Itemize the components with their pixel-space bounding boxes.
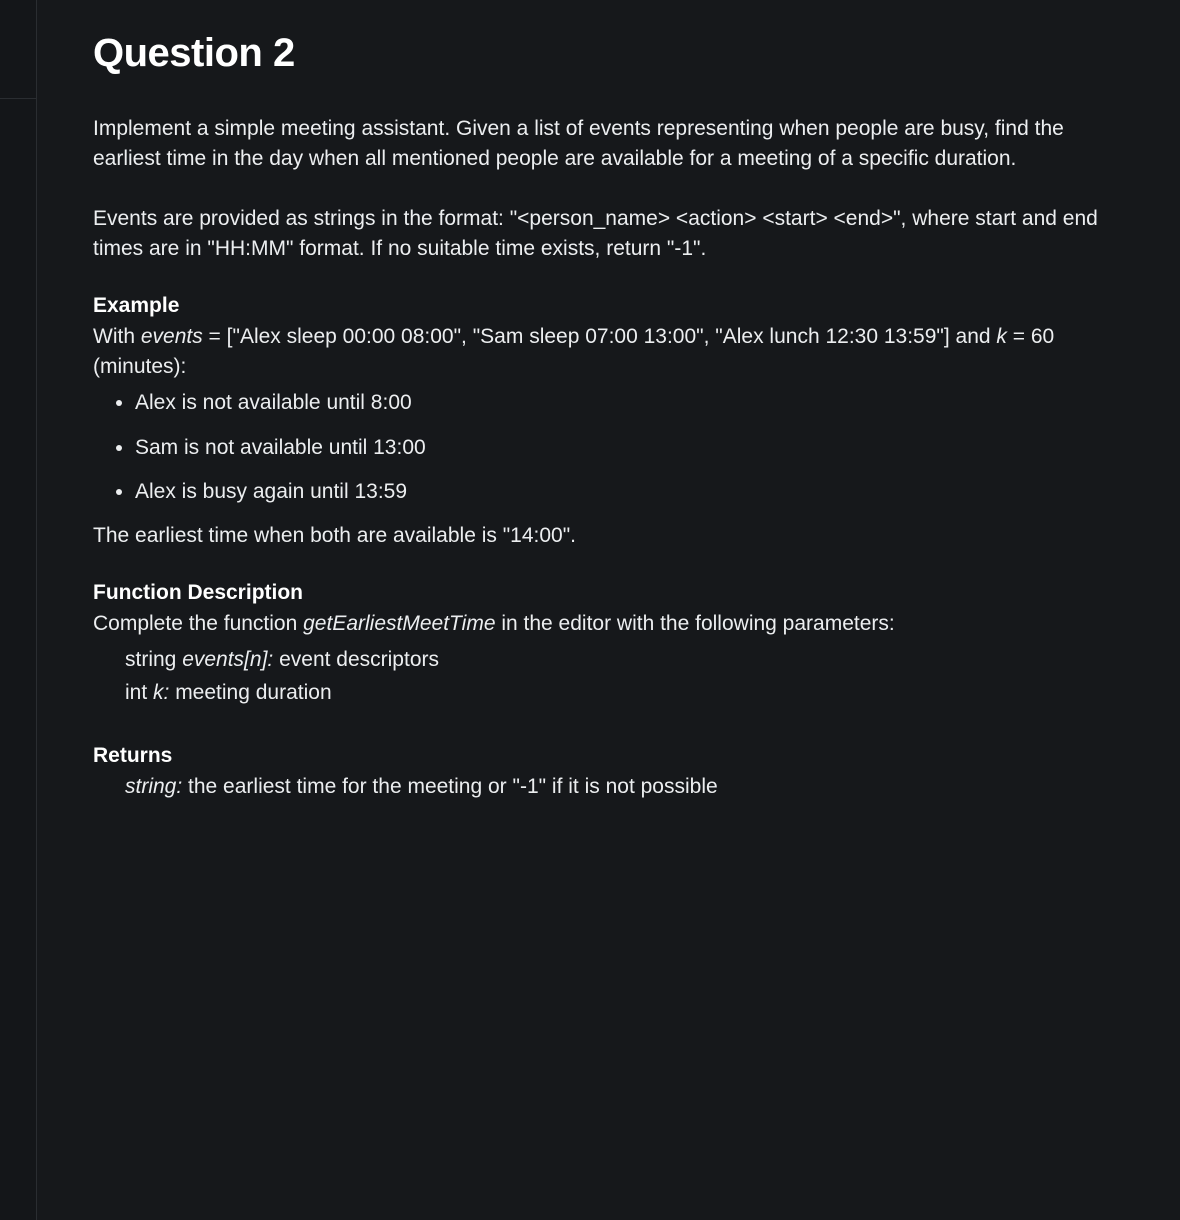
example-conclusion: The earliest time when both are available is "14:00". bbox=[93, 524, 577, 548]
returns-type: string: bbox=[125, 775, 183, 799]
example-line bbox=[93, 322, 1120, 382]
example-heading: Example bbox=[93, 294, 180, 318]
example-line-mid: = ["Alex sleep 00:00 08:00", "Sam sleep 07:00 13:00", "Alex lunch 12:30 13:59"] and bbox=[202, 325, 997, 349]
page-title: Question 2 bbox=[93, 31, 295, 75]
example-line-suffix: = 60 (minutes): bbox=[93, 325, 1055, 379]
intro-paragraph: Implement a simple meeting assistant. Given a list of events representing when people are busy, find the earliest time in the day when all mentioned people are available for a meeting of a specific duration. bbox=[93, 117, 1064, 171]
param-k-name: k: bbox=[153, 680, 170, 704]
format-paragraph: Events are provided as strings in the format: "<person_name> <action> <start> <end>", where start and end times are in "HH:MM" format. If no suitable time exists, return "-1". bbox=[93, 207, 1098, 261]
param-k-type: int bbox=[125, 680, 154, 704]
param-events bbox=[93, 645, 1120, 675]
returns-description: the earliest time for the meeting or "-1" if it is not possible bbox=[182, 775, 718, 799]
left-rail bbox=[0, 0, 37, 1220]
param-k bbox=[93, 678, 1120, 708]
list-item: • Alex is not available until 8:00 bbox=[135, 388, 1120, 418]
function-description-heading: Function Description bbox=[93, 581, 303, 605]
returns-heading: Returns bbox=[93, 744, 173, 768]
param-events-type: string bbox=[125, 648, 183, 672]
example-bullet-list bbox=[93, 388, 1120, 507]
example-line-prefix: With bbox=[93, 325, 141, 349]
example-var-events: events bbox=[140, 325, 203, 349]
param-k-desc: meeting duration bbox=[169, 680, 332, 704]
param-events-name: events[n]: bbox=[182, 648, 274, 672]
function-description-suffix: in the editor with the following parameters: bbox=[495, 612, 895, 636]
function-description-text bbox=[93, 609, 1120, 639]
rail-divider bbox=[0, 98, 36, 99]
function-name: getEarliestMeetTime bbox=[303, 612, 496, 636]
question-content bbox=[37, 0, 1180, 1220]
list-item: • Sam is not available until 13:00 bbox=[135, 433, 1120, 463]
section-spacer bbox=[93, 710, 1120, 736]
list-item: • Alex is busy again until 13:59 bbox=[135, 477, 1120, 507]
function-description-prefix: Complete the function bbox=[93, 612, 304, 636]
param-events-desc: event descriptors bbox=[273, 648, 439, 672]
example-var-k: k bbox=[996, 325, 1007, 349]
returns-value bbox=[93, 772, 1120, 802]
